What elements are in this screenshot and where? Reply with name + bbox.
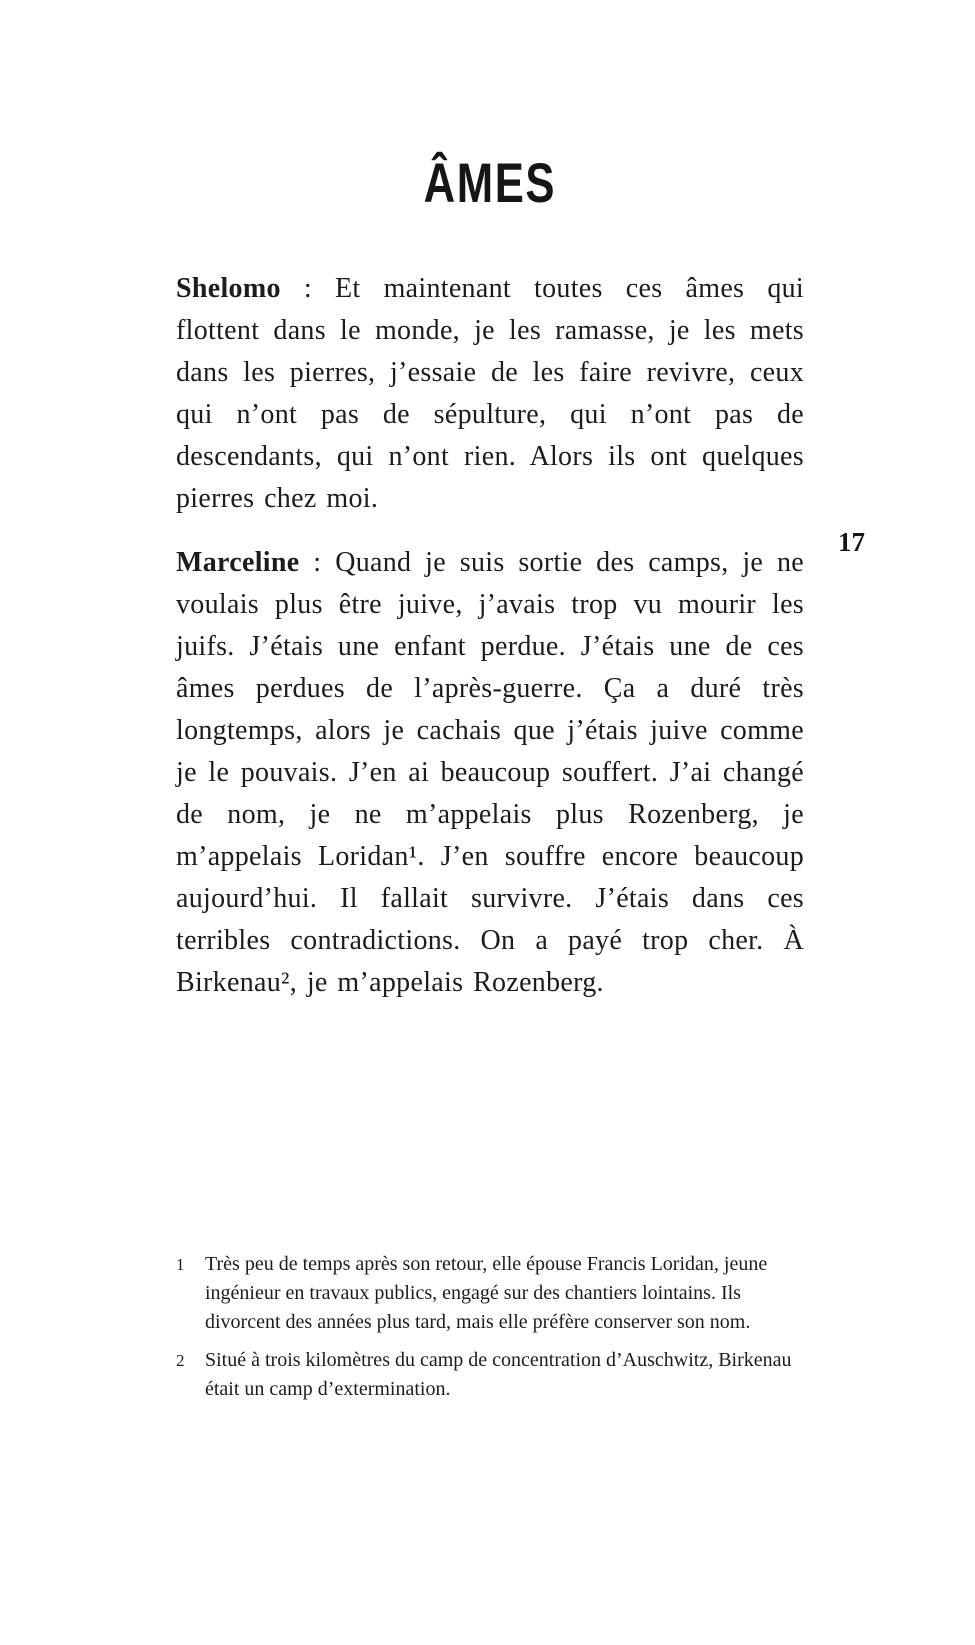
speaker-separator: : [280, 273, 336, 304]
text-block [176, 150, 804, 1026]
footnote-number: 2 [176, 1351, 185, 1370]
dialogue-paragraph-marceline [176, 542, 804, 1004]
footnote-2 [176, 1346, 804, 1404]
dialogue-paragraph-shelomo [176, 268, 804, 520]
footnote-text: Situé à trois kilomètres du camp de concentration d’Auschwitz, Birkenau était un camp d’extermination. [205, 1349, 792, 1400]
footnote-number: 1 [176, 1255, 185, 1274]
speaker-name: Shelomo [176, 273, 281, 304]
chapter-title [176, 150, 804, 216]
chapter-title-text: ÂMES [423, 151, 557, 214]
speaker-name: Marceline [176, 547, 300, 578]
footnotes-block [176, 1250, 804, 1413]
dialogue-text: Quand je suis sortie des camps, je ne voulais plus être juive, j’avais trop vu mourir les juifs. J’étais une enfant perdue. J’étais une de ces âmes perdues de l’après-guerre. Ça a duré très longtemps, alors je cachais que j’étais juive comme je le pouvais. J’en ai beaucoup souffert. J’ai changé de nom, je ne m’appelais plus Rozenberg, je m’appelais Loridan¹. J’en souffre encore beaucoup aujourd’hui. Il fallait survivre. J’étais dans ces terribles contradictions. On a payé trop cher. À Birkenau², je m’appelais Rozenberg. [176, 547, 804, 998]
footnote-1 [176, 1250, 804, 1337]
page-number: 17 [838, 527, 865, 557]
dialogue-text: Et maintenant toutes ces âmes qui flottent dans le monde, je les ramasse, je les mets dans les pierres, j’essaie de les faire revivre, ceux qui n’ont pas de sépulture, qui n’ont pas de descendants, qui n’ont rien. Alors ils ont quelques pierres chez moi. [176, 273, 804, 514]
footnote-text: Très peu de temps après son retour, elle épouse Francis Loridan, jeune ingénieur en travaux publics, engagé sur des chantiers lointains. Ils divorcent des années plus tard, mais elle préfère conserver son nom. [205, 1253, 768, 1333]
speaker-separator: : [299, 547, 336, 578]
